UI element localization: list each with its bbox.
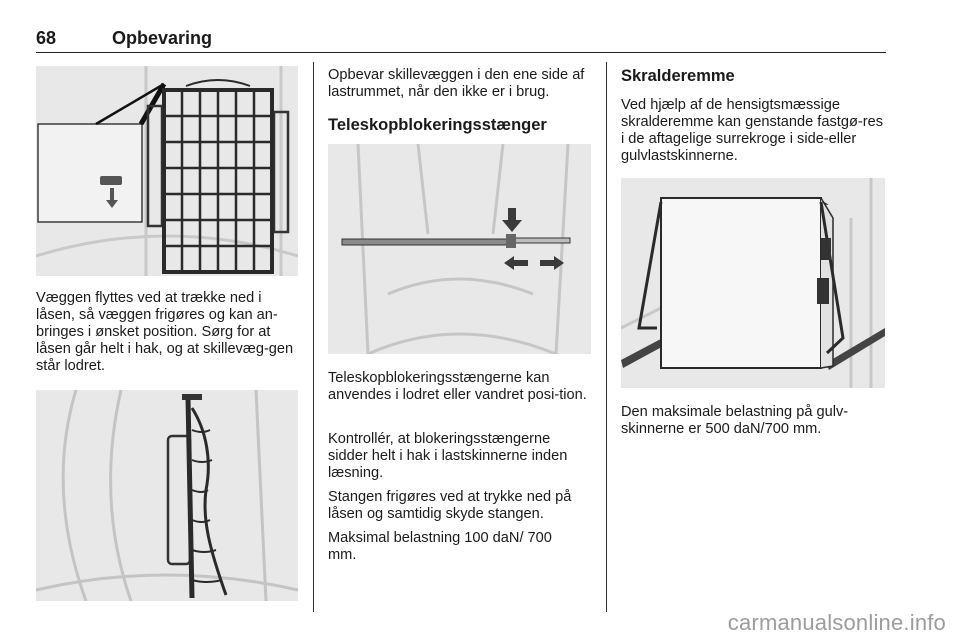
- col2-paragraph-3: Kontrollér, at blokeringsstængerne sidder helt i hak i lastskinnerne inden læsning.: [328, 431, 568, 481]
- telescopic-bars-heading: Teleskopblokeringsstænger: [328, 116, 547, 134]
- telescopic-bar-illustration: [328, 144, 591, 354]
- watermark: carmanualsonline.info: [727, 610, 946, 635]
- column-divider-1: [313, 62, 314, 612]
- ratchet-strap-illustration: [621, 178, 885, 388]
- partition-stowed-illustration: [36, 390, 298, 601]
- col2-paragraph-5: Maksimal belastning 100 daN/ 700 mm.: [328, 530, 552, 563]
- col2-paragraph-4: Stangen frigøres ved at trykke ned på låsen og samtidig skyde stangen.: [328, 489, 572, 522]
- col2-paragraph-1: Opbevar skillevæggen i den ene side af lastrummet, når den ikke er i brug.: [328, 67, 585, 100]
- column-divider-2: [606, 62, 607, 612]
- col1-paragraph-1: Væggen flyttes ved at trække ned i låsen, så væggen frigøres og kan an-bringes i ønsket position. Sørg for at låsen går helt i hak, og at skillevæg-gen står lodret.: [36, 290, 294, 374]
- page-header: [36, 26, 886, 53]
- col3-paragraph-2: Den maksimale belastning på gulv-skinnerne er 500 daN/700 mm.: [621, 404, 849, 437]
- ratchet-straps-heading: Skralderemme: [621, 67, 735, 85]
- col3-paragraph-1: Ved hjælp af de hensigtsmæssige skralderemme kan genstande fastgø-res i de aftagelige surrekroge i side-eller gulvlastskinnerne.: [621, 97, 883, 164]
- page-number: 68: [36, 28, 57, 48]
- partition-net-illustration: [36, 66, 298, 276]
- section-title: Opbevaring: [112, 28, 213, 48]
- col2-paragraph-2: Teleskopblokeringsstængerne kan anvendes i lodret eller vandret posi-tion.: [328, 370, 587, 403]
